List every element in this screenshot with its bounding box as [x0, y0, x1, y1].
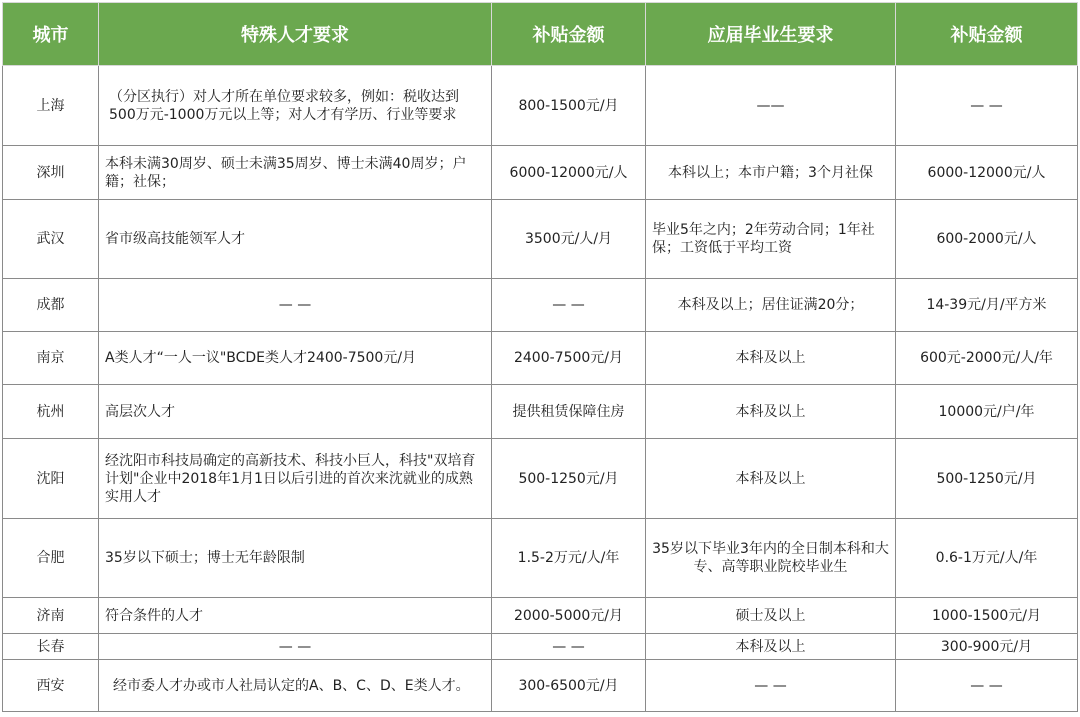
header-city: 城市	[3, 3, 99, 66]
cell-talent-requirement: 省市级高技能领军人才	[99, 200, 492, 279]
cell-city: 成都	[3, 279, 99, 332]
header-graduate-requirement: 应届毕业生要求	[646, 3, 896, 66]
cell-talent-subsidy: 1.5-2万元/人/年	[492, 519, 646, 598]
cell-city: 武汉	[3, 200, 99, 279]
cell-talent-subsidy: 800-1500元/月	[492, 66, 646, 146]
cell-graduate-requirement: 本科及以上；居住证满20分；	[646, 279, 896, 332]
cell-talent-subsidy: — —	[492, 279, 646, 332]
cell-graduate-subsidy: 14-39元/月/平方米	[896, 279, 1078, 332]
cell-talent-subsidy: 300-6500元/月	[492, 660, 646, 712]
cell-talent-requirement: （分区执行）对人才所在单位要求较多，例如：税收达到500万元-1000万元以上等；对人才有学历、行业等要求	[99, 66, 492, 146]
cell-talent-requirement: 高层次人才	[99, 385, 492, 439]
cell-graduate-subsidy: 500-1250元/月	[896, 439, 1078, 519]
cell-graduate-subsidy: 600-2000元/人	[896, 200, 1078, 279]
cell-talent-subsidy: 500-1250元/月	[492, 439, 646, 519]
table-row	[3, 519, 1078, 598]
cell-graduate-requirement: 本科及以上	[646, 332, 896, 385]
cell-graduate-requirement: 毕业5年之内；2年劳动合同；1年社保；工资低于平均工资	[646, 200, 896, 279]
cell-graduate-requirement: 本科及以上	[646, 439, 896, 519]
cell-graduate-subsidy: 0.6-1万元/人/年	[896, 519, 1078, 598]
header-graduate-subsidy-amount: 补贴金额	[896, 3, 1078, 66]
cell-talent-requirement: 本科未满30周岁、硕士未满35周岁、博士未满40周岁；户籍；社保；	[99, 146, 492, 200]
cell-graduate-subsidy: 300-900元/月	[896, 634, 1078, 660]
table-row	[3, 439, 1078, 519]
cell-talent-requirement: A类人才“一人一议"BCDE类人才2400-7500元/月	[99, 332, 492, 385]
cell-graduate-subsidy: 1000-1500元/月	[896, 598, 1078, 634]
cell-city: 济南	[3, 598, 99, 634]
cell-city: 长春	[3, 634, 99, 660]
cell-city: 西安	[3, 660, 99, 712]
cell-talent-subsidy: 3500元/人/月	[492, 200, 646, 279]
table-row	[3, 146, 1078, 200]
cell-city: 上海	[3, 66, 99, 146]
cell-talent-requirement: — —	[99, 279, 492, 332]
cell-graduate-subsidy: — —	[896, 660, 1078, 712]
cell-talent-requirement: 经市委人才办或市人社局认定的A、B、C、D、E类人才。	[99, 660, 492, 712]
cell-graduate-subsidy: 6000-12000元/人	[896, 146, 1078, 200]
table-row	[3, 385, 1078, 439]
cell-graduate-subsidy: 600元-2000元/人/年	[896, 332, 1078, 385]
cell-talent-requirement: 经沈阳市科技局确定的高新技术、科技小巨人，科技"双培育计划"企业中2018年1月1日以后引进的首次来沈就业的成熟实用人才	[99, 439, 492, 519]
table-row	[3, 279, 1078, 332]
cell-talent-requirement: 符合条件的人才	[99, 598, 492, 634]
table-row	[3, 66, 1078, 146]
cell-talent-requirement: — —	[99, 634, 492, 660]
subsidy-comparison-table-container	[2, 2, 1078, 712]
cell-graduate-subsidy: 10000元/户/年	[896, 385, 1078, 439]
cell-graduate-requirement: ——	[646, 66, 896, 146]
table-row	[3, 634, 1078, 660]
cell-graduate-requirement: 本科及以上	[646, 385, 896, 439]
cell-graduate-requirement: 硕士及以上	[646, 598, 896, 634]
header-talent-subsidy-amount: 补贴金额	[492, 3, 646, 66]
cell-talent-subsidy: 2000-5000元/月	[492, 598, 646, 634]
cell-city: 合肥	[3, 519, 99, 598]
cell-talent-subsidy: 2400-7500元/月	[492, 332, 646, 385]
cell-city: 南京	[3, 332, 99, 385]
cell-talent-subsidy: 提供租赁保障住房	[492, 385, 646, 439]
cell-graduate-requirement: 本科以上；本市户籍；3个月社保	[646, 146, 896, 200]
cell-city: 沈阳	[3, 439, 99, 519]
cell-graduate-requirement: 35岁以下毕业3年内的全日制本科和大专、高等职业院校毕业生	[646, 519, 896, 598]
cell-talent-subsidy: — —	[492, 634, 646, 660]
table-row	[3, 598, 1078, 634]
header-special-talent-requirement: 特殊人才要求	[99, 3, 492, 66]
cell-graduate-subsidy: — —	[896, 66, 1078, 146]
cell-graduate-requirement: — —	[646, 660, 896, 712]
table-header-row	[3, 3, 1078, 66]
cell-city: 深圳	[3, 146, 99, 200]
cell-talent-subsidy: 6000-12000元/人	[492, 146, 646, 200]
cell-talent-requirement: 35岁以下硕士；博士无年龄限制	[99, 519, 492, 598]
cell-graduate-requirement: 本科及以上	[646, 634, 896, 660]
cell-city: 杭州	[3, 385, 99, 439]
table-row	[3, 660, 1078, 712]
table-row	[3, 332, 1078, 385]
table-row	[3, 200, 1078, 279]
subsidy-comparison-table	[2, 2, 1078, 712]
